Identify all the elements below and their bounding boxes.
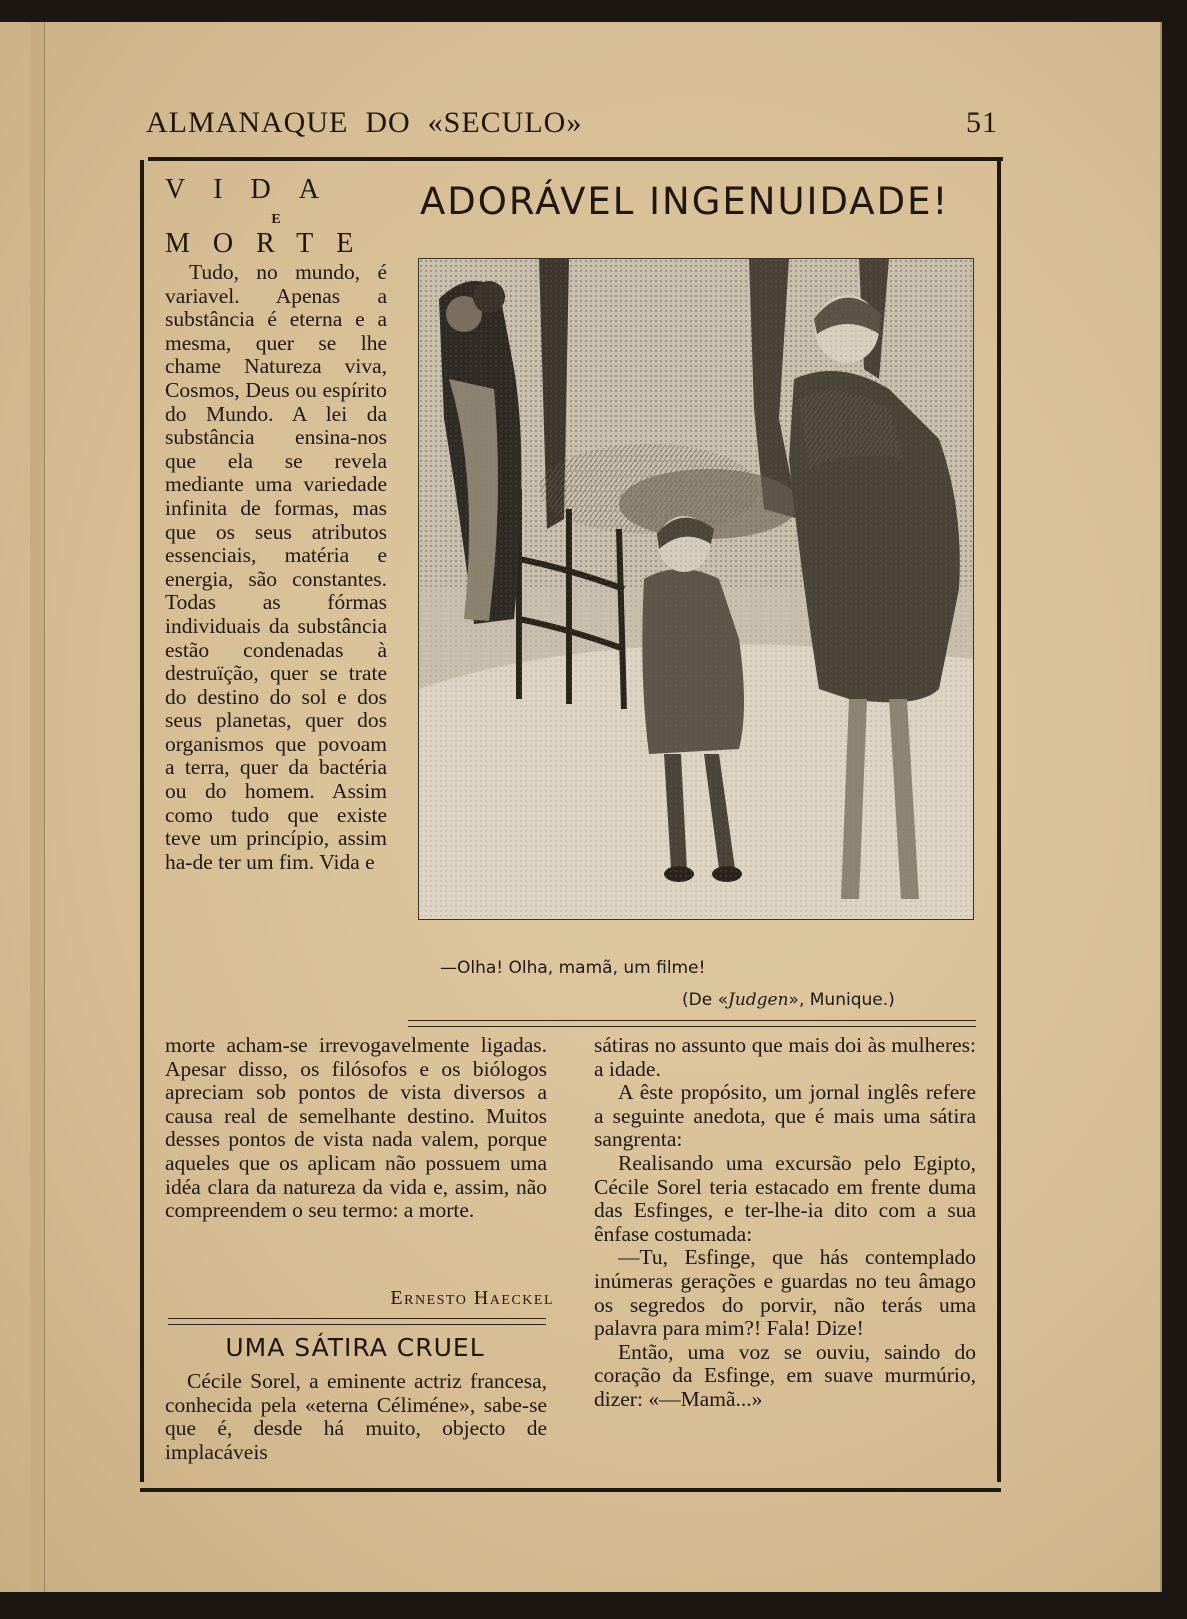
double-rule-separator — [408, 1020, 976, 1027]
article-title-conjunction: E — [271, 212, 281, 227]
cartoon-illustration — [418, 258, 974, 920]
binding-edge — [30, 22, 45, 1592]
frame-bottom-border — [140, 1488, 1001, 1492]
article-title-vida: VIDA — [165, 174, 347, 205]
article-satira-column-left — [165, 1370, 547, 1464]
credit-suffix: », Munique.) — [788, 990, 895, 1010]
article-author: Ernesto Haeckel — [390, 1287, 554, 1309]
article-vida-e-morte-column — [165, 175, 387, 874]
satira-paragraph-1: Cécile Sorel, a eminente actriz francesa, conhecida pela «eterna Céliméne», sabe-se que é, desde há muito, objecto de implacáveis — [165, 1369, 547, 1464]
article-body-continued: morte acham-se irrevogavelmente ligadas. Apesar disso, os filósofos e os biólogos apreciam sob pontos de vista diversos a causa real de semelhante destino. Muitos desses pontos de vista nada valem, porque aqueles que os aplicam não possuem uma idéa clara da natureza da vida e, assim, não compreendem o seu termo: a morte. — [165, 1033, 547, 1223]
satira-paragraph-4: —Tu, Esfinge, que hás contemplado inúmeras gerações e guardas no teu âmago os segredos do porvir, não terás uma palavra para mim?! Fala! Dize! — [594, 1245, 976, 1341]
page-number: 51 — [966, 106, 998, 139]
frame-left-border — [140, 160, 144, 1482]
satira-paragraph-3: Realisando uma excursão pelo Egipto, Cécile Sorel teria estacado em frente duma das Esfinges, e ter-lhe-ia dito com a sua ênfase costumada: — [594, 1150, 976, 1246]
article-title-morte: MORTE — [165, 228, 377, 259]
frame-right-border — [997, 160, 1001, 1482]
satira-paragraph-2: A êste propósito, um jornal inglês refere a seguinte anedota, que é mais uma sátira sangrenta: — [594, 1080, 976, 1152]
article-satira-title: UMA SÁTIRA CRUEL — [225, 1333, 485, 1362]
header-rule — [148, 157, 1003, 161]
cartoon-drawing — [419, 259, 973, 919]
cartoon-headline: ADORÁVEL INGENUIDADE! — [420, 180, 950, 223]
credit-source: Judgen — [728, 990, 789, 1010]
article-body-column: Tudo, no mundo, é variavel. Apenas a substância é eterna e a mesma, quer se lhe chame Natureza viva, Cosmos, Deus ou espírito do Mundo. A lei da substância ensina-nos que ela se revela mediante uma variedade infinita de formas, mas que os seus atributos essenciais, matéria e energia, são constantes. Todas as fórmas individuais da substância estão condenadas à destruïção, quer se trate do destino do sol e dos seus planetas, quer dos organismos que povoam a terra, quer da bactéria ou do homem. Assim como tudo que existe teve um princípio, assim ha-de ter um fim. Vida e — [165, 260, 387, 874]
double-rule-divider — [168, 1318, 546, 1325]
satira-paragraph-1-continued: sátiras no assunto que mais doi às mulheres: a idade. — [594, 1033, 976, 1081]
article-vida-continued — [165, 1034, 547, 1223]
article-satira-column-right — [594, 1034, 976, 1412]
almanac-title: ALMANAQUE DO «SECULO» — [146, 106, 583, 139]
cartoon-credit — [682, 990, 982, 1010]
satira-paragraph-5: Então, uma voz se ouviu, saindo do coração da Esfinge, em suave murmúrio, dizer: «—Mamã...» — [594, 1339, 976, 1411]
credit-prefix: (De « — [682, 990, 728, 1010]
cartoon-caption: —Olha! Olha, mamã, um filme! — [440, 958, 706, 978]
running-header — [146, 102, 998, 148]
